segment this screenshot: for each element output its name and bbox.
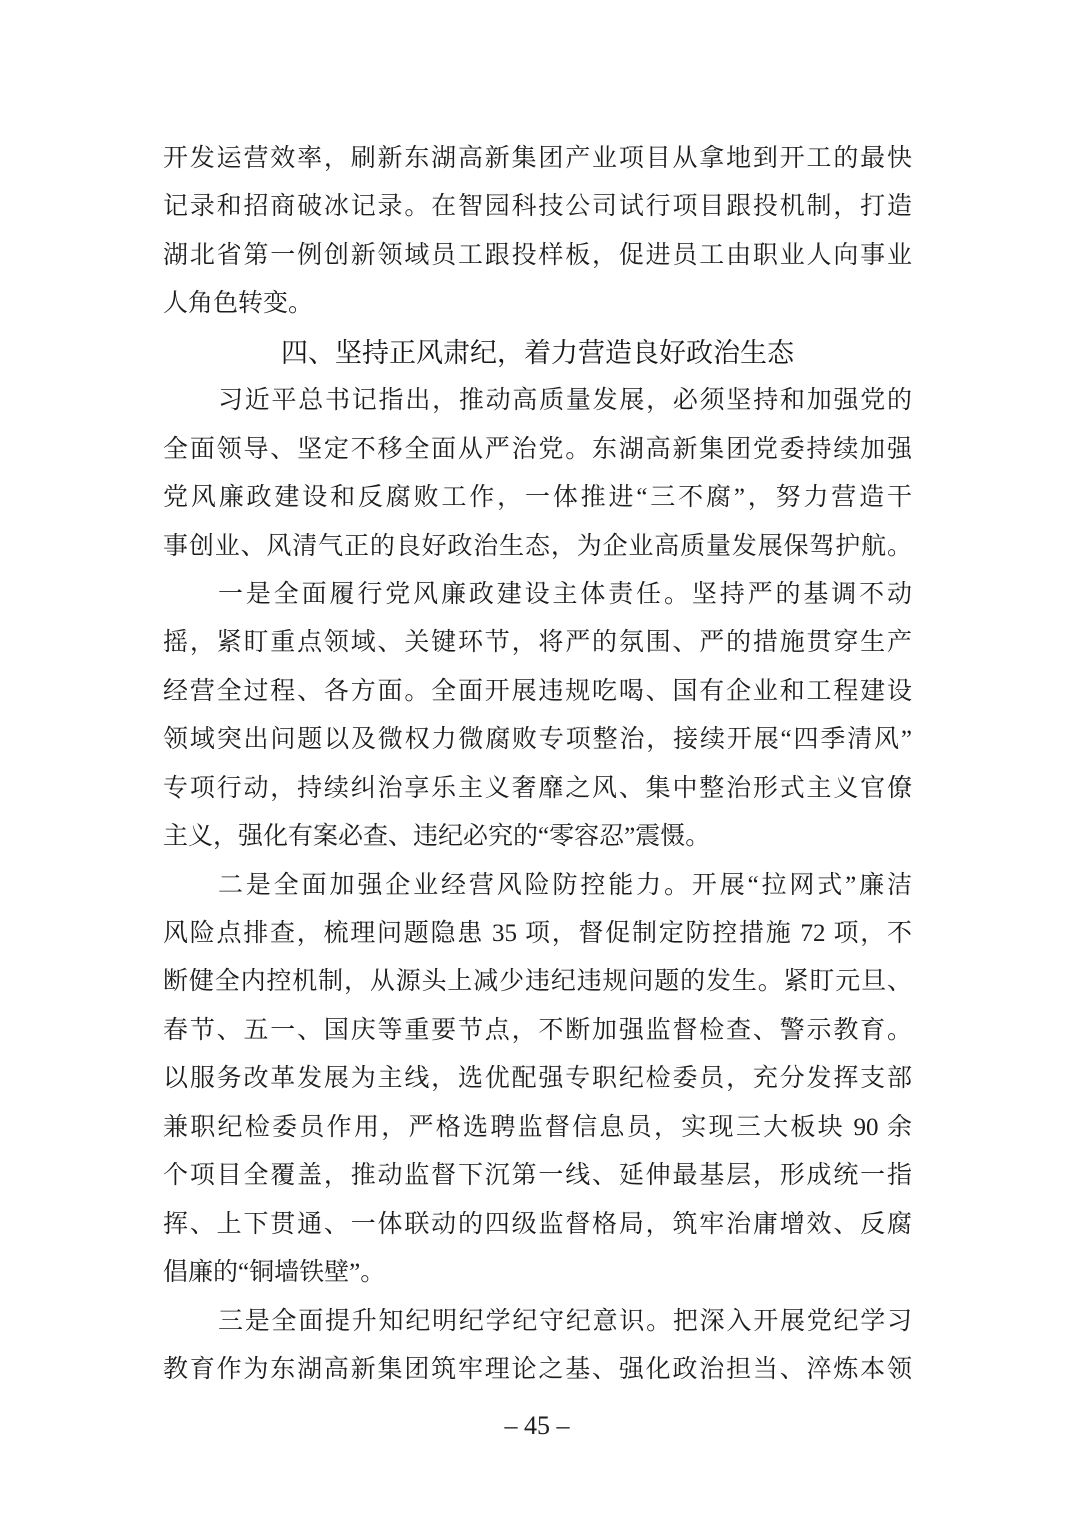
- text-line: 湖北省第一例创新领域员工跟投样板，促进员工由职业人向事业: [163, 241, 912, 269]
- text-line: 教育作为东湖高新集团筑牢理论之基、强化政治担当、淬炼本领: [163, 1355, 912, 1383]
- text-line: 一是全面履行党风廉政建设主体责任。坚持严的基调不动: [218, 580, 912, 608]
- text-line: 习近平总书记指出，推动高质量发展，必须坚持和加强党的: [218, 387, 912, 415]
- text-line: 党风廉政建设和反腐败工作，一体推进“三不腐”，努力营造干: [163, 484, 912, 512]
- section-heading: 四、坚持正风肃纪，着力营造良好政治生态: [281, 337, 794, 368]
- page-number: – 45 –: [504, 1411, 570, 1440]
- text-line: 开发运营效率，刷新东湖高新集团产业项目从拿地到开工的最快: [163, 145, 912, 172]
- text-line: 全面领导、坚定不移全面从严治党。东湖高新集团党委持续加强: [163, 435, 912, 463]
- text-line: 摇，紧盯重点领域、关键环节，将严的氛围、严的措施贯穿生产: [163, 629, 912, 657]
- text-line: 记录和招商破冰记录。在智园科技公司试行项目跟投机制，打造: [163, 193, 912, 221]
- text-line: 个项目全覆盖，推动监督下沉第一线、延伸最基层，形成统一指: [163, 1162, 912, 1190]
- text-line: 倡廉的“铜墙铁壁”。: [163, 1259, 386, 1287]
- text-line: 挥、上下贯通、一体联动的四级监督格局，筑牢治庸增效、反腐: [163, 1210, 912, 1238]
- text-line: 领域突出问题以及微权力微腐败专项整治，接续开展“四季清风”: [163, 726, 912, 754]
- text-line: 风险点排查，梳理问题隐患 35 项，督促制定防控措施 72 项，不: [163, 920, 912, 947]
- text-line: 事创业、风清气正的良好政治生态，为企业高质量发展保驾护航。: [163, 532, 912, 560]
- text-line: 断健全内控机制，从源头上减少违纪违规问题的发生。紧盯元旦、: [163, 968, 912, 996]
- text-line: 经营全过程、各方面。全面开展违规吃喝、国有企业和工程建设: [163, 677, 912, 705]
- text-line: 二是全面加强企业经营风险防控能力。开展“拉网式”廉洁: [218, 871, 912, 899]
- document-body: [163, 135, 912, 1394]
- text-line: 春节、五一、国庆等重要节点，不断加强监督检查、警示教育。: [163, 1016, 912, 1044]
- text-line: 主义，强化有案必查、违纪必究的“零容忍”震慑。: [163, 823, 711, 851]
- text-line: 以服务改革发展为主线，选优配强专职纪检委员，充分发挥支部: [163, 1065, 912, 1093]
- text-line: 专项行动，持续纠治享乐主义奢靡之风、集中整治形式主义官僚: [163, 774, 912, 802]
- text-line: 人角色转变。: [163, 290, 314, 318]
- text-line: 三是全面提升知纪明纪学纪守纪意识。把深入开展党纪学习: [218, 1307, 912, 1335]
- text-line: 兼职纪检委员作用，严格选聘监督信息员，实现三大板块 90 余: [163, 1113, 912, 1141]
